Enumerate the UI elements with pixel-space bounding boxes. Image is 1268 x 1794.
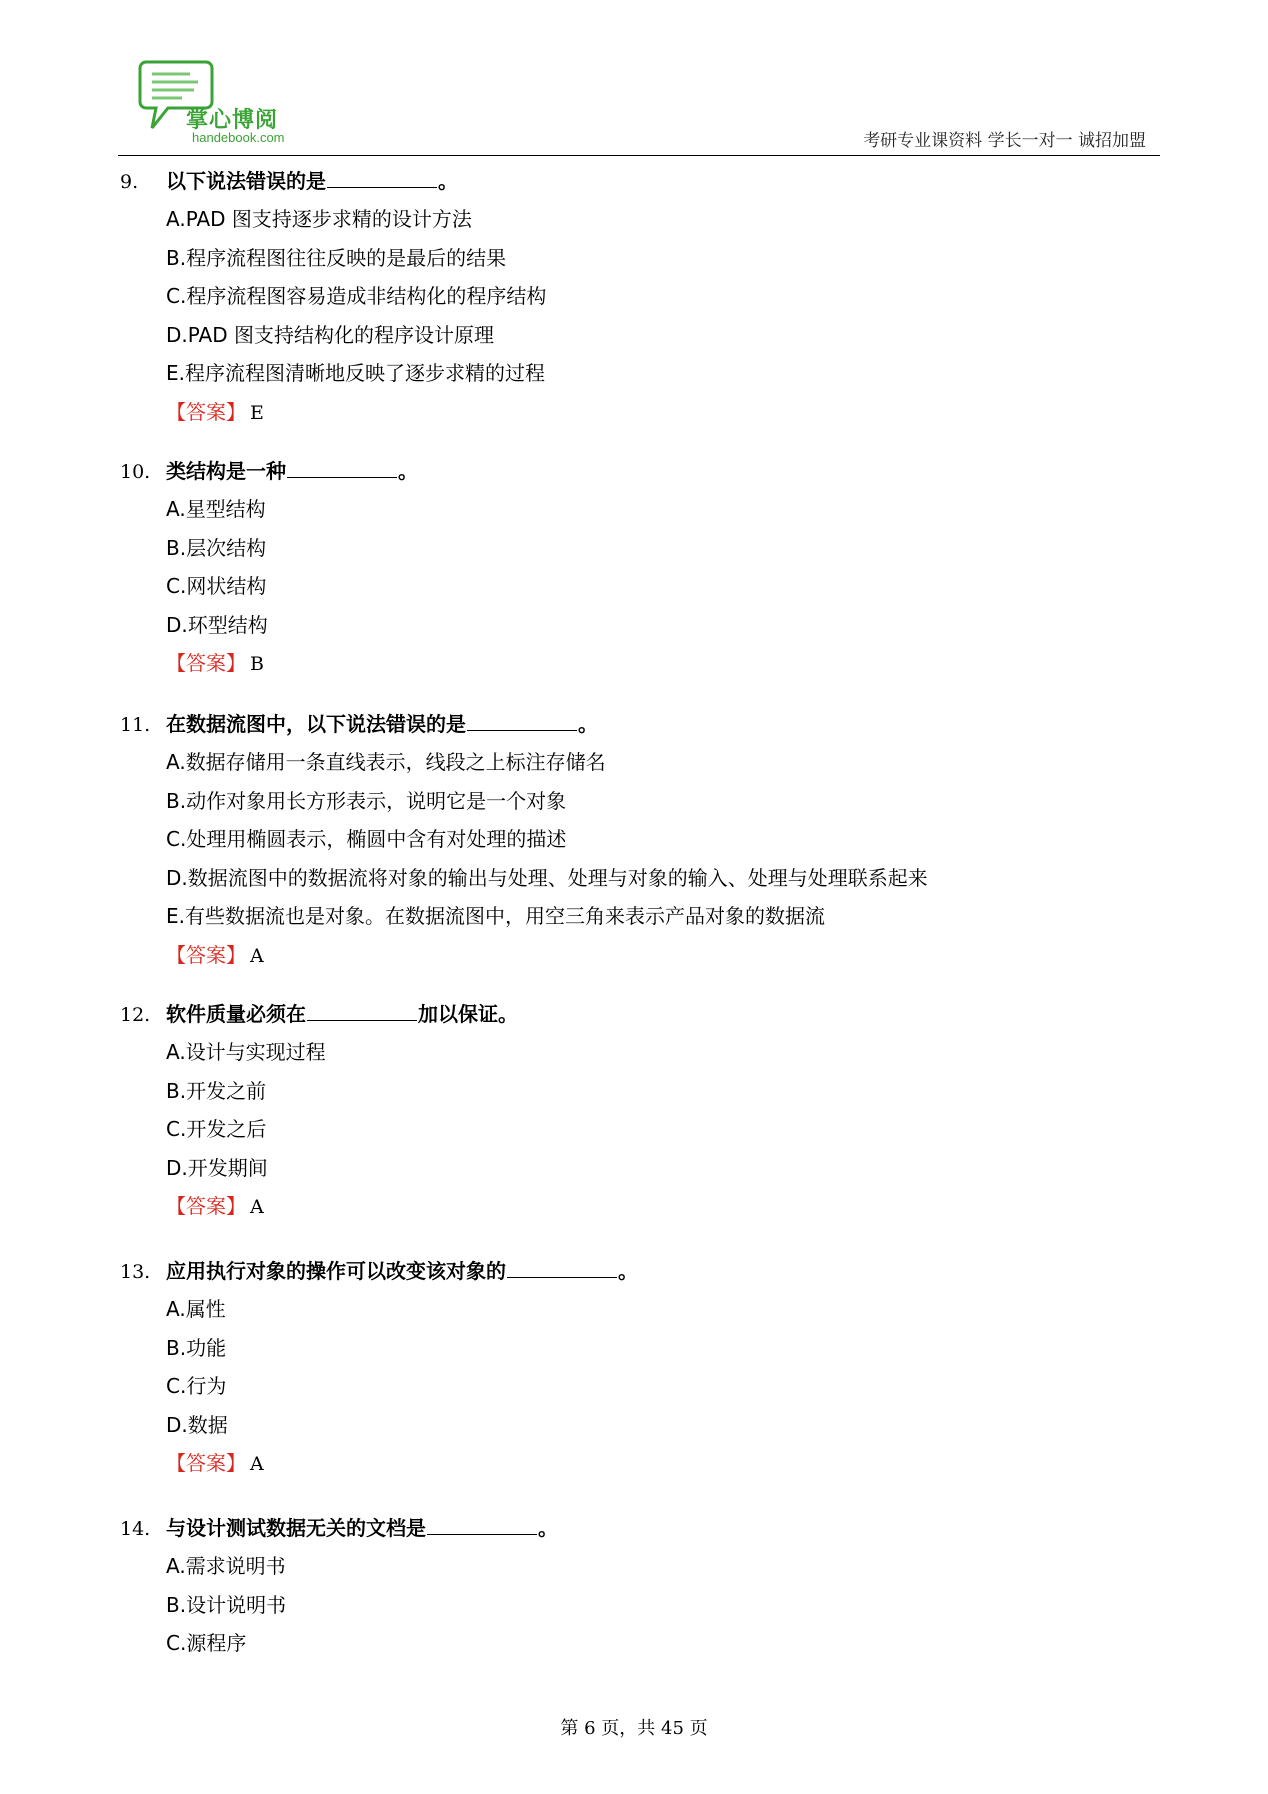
question-text: 软件质量必须在 bbox=[166, 1002, 306, 1026]
question-text-end: 。 bbox=[398, 459, 418, 483]
question-text-end: 。 bbox=[538, 1516, 558, 1540]
question-10 bbox=[120, 452, 1140, 683]
page-header bbox=[118, 58, 1160, 158]
question-number: 10. bbox=[120, 461, 151, 483]
answer-blank bbox=[327, 163, 437, 188]
option: D.PAD 图支持结构化的程序设计原理 bbox=[166, 322, 494, 347]
answer-blank bbox=[467, 706, 577, 731]
logo-text: 掌心博阅 bbox=[186, 108, 279, 133]
option: A.星型结构 bbox=[166, 497, 266, 521]
question-number: 11. bbox=[120, 714, 151, 736]
option: C.处理用椭圆表示，椭圆中含有对处理的描述 bbox=[166, 827, 567, 851]
question-number: 12. bbox=[120, 1004, 151, 1026]
question-text: 以下说法错误的是 bbox=[166, 169, 326, 193]
answer-value: A bbox=[250, 1196, 264, 1218]
answer-blank bbox=[287, 453, 397, 478]
answer-label: 【答案】 bbox=[166, 651, 246, 675]
question-text-end: 。 bbox=[618, 1259, 638, 1283]
answer-value: A bbox=[250, 944, 264, 967]
option: B.设计说明书 bbox=[166, 1592, 287, 1617]
header-divider bbox=[118, 155, 1160, 156]
option: B.层次结构 bbox=[166, 535, 267, 560]
option: D.开发期间 bbox=[166, 1155, 268, 1180]
option: D.数据流图中的数据流将对象的输出与处理、处理与对象的输入、处理与处理联系起来 bbox=[166, 865, 928, 890]
answer-label: 【答案】 bbox=[166, 942, 246, 967]
option: B.程序流程图往往反映的是最后的结果 bbox=[166, 245, 507, 270]
option: A.数据存储用一条直线表示，线段之上标注存储名 bbox=[166, 750, 606, 774]
answer-blank bbox=[507, 1253, 617, 1278]
answer-value: E bbox=[250, 401, 264, 424]
question-text-end: 。 bbox=[578, 712, 598, 736]
option: B.功能 bbox=[166, 1335, 227, 1360]
answer-line bbox=[120, 1444, 1140, 1483]
option: A.属性 bbox=[166, 1297, 226, 1321]
question-number: 14. bbox=[120, 1518, 151, 1540]
question-stem bbox=[120, 452, 1140, 490]
question-stem bbox=[120, 1252, 1140, 1290]
header-slogan: 考研专业课资料 学长一对一 诚招加盟 bbox=[863, 131, 1146, 151]
answer-line bbox=[120, 936, 1140, 975]
question-number: 13. bbox=[120, 1261, 151, 1283]
logo bbox=[138, 58, 358, 148]
question-number: 9. bbox=[120, 171, 139, 193]
option: C.程序流程图容易造成非结构化的程序结构 bbox=[166, 284, 547, 308]
question-text: 应用执行对象的操作可以改变该对象的 bbox=[166, 1259, 506, 1283]
option: C.开发之后 bbox=[166, 1117, 267, 1141]
answer-value: A bbox=[250, 1453, 264, 1475]
option: E.有些数据流也是对象。在数据流图中，用空三角来表示产品对象的数据流 bbox=[166, 904, 825, 928]
question-11 bbox=[120, 705, 1140, 974]
question-text: 与设计测试数据无关的文档是 bbox=[166, 1516, 426, 1540]
question-12 bbox=[120, 995, 1140, 1226]
question-text-end: 加以保证。 bbox=[418, 1002, 518, 1026]
question-text: 类结构是一种 bbox=[166, 459, 286, 483]
question-text: 在数据流图中，以下说法错误的是 bbox=[166, 712, 466, 736]
option: A.设计与实现过程 bbox=[166, 1040, 326, 1064]
question-stem bbox=[120, 705, 1140, 743]
question-14 bbox=[120, 1509, 1140, 1663]
option: D.数据 bbox=[166, 1412, 228, 1437]
answer-line bbox=[120, 644, 1140, 683]
page-number: 第 6 页，共 45 页 bbox=[560, 1718, 708, 1739]
answer-label: 【答案】 bbox=[166, 399, 246, 424]
option: C.网状结构 bbox=[166, 574, 267, 598]
logo-subtext: handebook.com bbox=[192, 130, 285, 145]
question-stem bbox=[120, 995, 1140, 1033]
answer-value: B bbox=[250, 653, 264, 675]
answer-line bbox=[120, 393, 1140, 432]
option: B.动作对象用长方形表示，说明它是一个对象 bbox=[166, 788, 567, 813]
option: A.PAD 图支持逐步求精的设计方法 bbox=[166, 207, 472, 231]
option: A.需求说明书 bbox=[166, 1554, 286, 1578]
question-stem bbox=[120, 1509, 1140, 1547]
question-13 bbox=[120, 1252, 1140, 1483]
answer-label: 【答案】 bbox=[166, 1194, 246, 1218]
answer-line bbox=[120, 1187, 1140, 1226]
option: E.程序流程图清晰地反映了逐步求精的过程 bbox=[166, 361, 545, 385]
option: D.环型结构 bbox=[166, 612, 268, 637]
answer-blank bbox=[427, 1510, 537, 1535]
option: C.行为 bbox=[166, 1374, 227, 1398]
answer-label: 【答案】 bbox=[166, 1451, 246, 1475]
option: B.开发之前 bbox=[166, 1078, 267, 1103]
option: C.源程序 bbox=[166, 1631, 247, 1655]
question-text-end: 。 bbox=[438, 169, 458, 193]
question-stem bbox=[120, 162, 1140, 200]
answer-blank bbox=[307, 996, 417, 1021]
question-9 bbox=[120, 162, 1140, 431]
